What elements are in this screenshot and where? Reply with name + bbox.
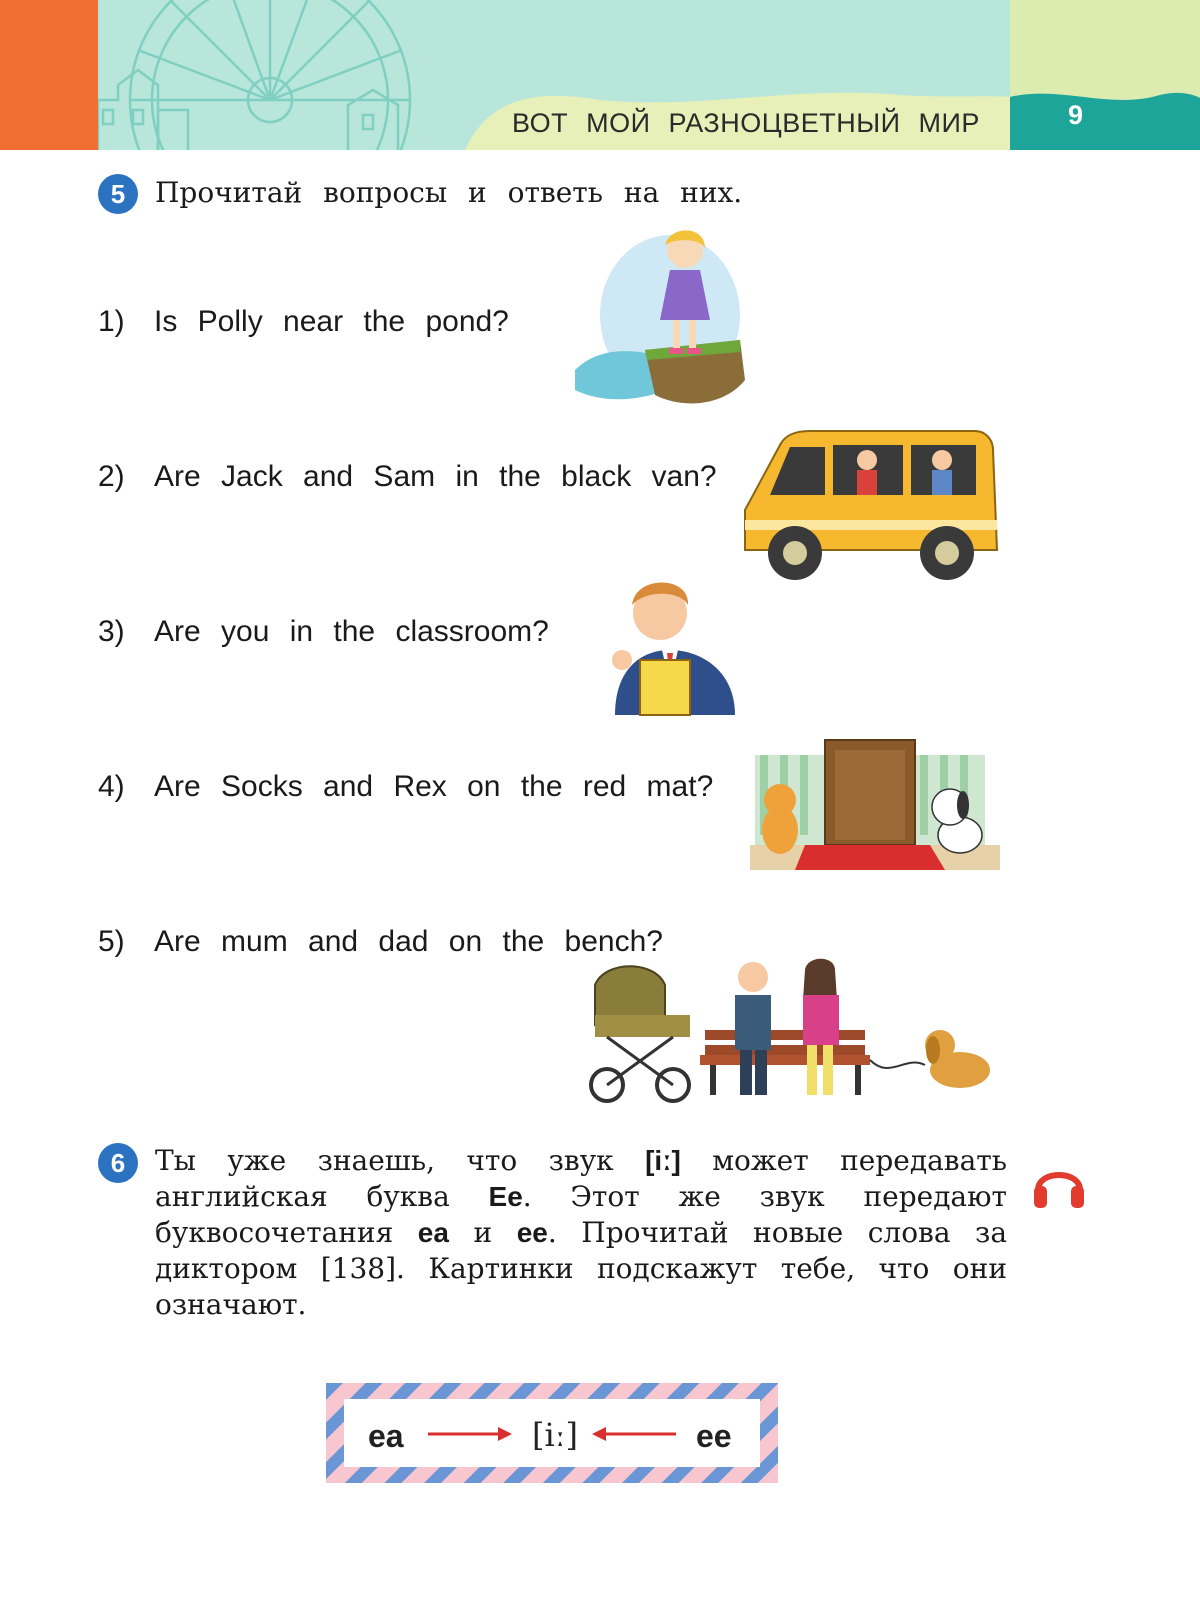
- rule-ee: ee: [696, 1418, 732, 1454]
- sound-symbol: [iː]: [645, 1145, 681, 1176]
- text-part: . Прочитай новые слова за диктором [138]. Картинки подскажут тебе, что они означают.: [155, 1216, 1008, 1321]
- text-part: . Этот же звук передают буквосочетания: [155, 1180, 1007, 1249]
- question-text: Are you in the classroom?: [154, 615, 549, 648]
- text-part: и: [448, 1216, 517, 1249]
- cat-dog-red-mat-picture: [735, 735, 1005, 880]
- yellow-van-picture: [735, 425, 1005, 590]
- arrow-left-icon: [590, 1424, 676, 1444]
- question-text: Are Jack and Sam in the black van?: [154, 460, 717, 493]
- page-header: [0, 0, 1200, 150]
- question-item: [98, 460, 717, 494]
- headphones-icon[interactable]: [1032, 1160, 1086, 1210]
- arrow-right-icon: [428, 1424, 514, 1444]
- boy-with-clipboard-picture: [600, 575, 740, 720]
- question-number: 3): [98, 615, 125, 648]
- question-item: [98, 615, 549, 649]
- letters-ee: ee: [516, 1217, 548, 1248]
- question-item: [98, 770, 713, 804]
- text-part: может передавать английская буква: [155, 1144, 1007, 1213]
- task-instruction: Прочитай вопросы и ответь на них.: [155, 176, 743, 209]
- rule-ea: ea: [368, 1418, 404, 1454]
- parents-on-bench-picture: [585, 955, 1005, 1110]
- text-part: Ты уже знаешь, что звук: [155, 1144, 646, 1177]
- question-number: 1): [98, 305, 125, 338]
- letters-ea: ea: [417, 1217, 449, 1248]
- task-number-badge: 6: [98, 1143, 138, 1183]
- question-item: [98, 305, 509, 339]
- task6-paragraph: [155, 1143, 1007, 1323]
- task-number-badge: 5: [98, 174, 138, 214]
- question-text: Are Socks and Rex on the red mat?: [154, 770, 714, 803]
- question-text: Are mum and dad on the bench?: [154, 925, 663, 958]
- girl-on-pond-bank-picture: [575, 220, 755, 415]
- question-number: 2): [98, 460, 125, 493]
- page-number: 9: [1068, 100, 1084, 130]
- letter-ee: Ee: [488, 1181, 523, 1212]
- question-number: 5): [98, 925, 125, 958]
- rule-sound: [iː]: [532, 1416, 578, 1454]
- question-number: 4): [98, 770, 125, 803]
- section-title: ВОТ МОЙ РАЗНОЦВЕТНЫЙ МИР: [512, 108, 980, 138]
- question-item: [98, 925, 663, 959]
- question-text: Is Polly near the pond?: [154, 305, 509, 338]
